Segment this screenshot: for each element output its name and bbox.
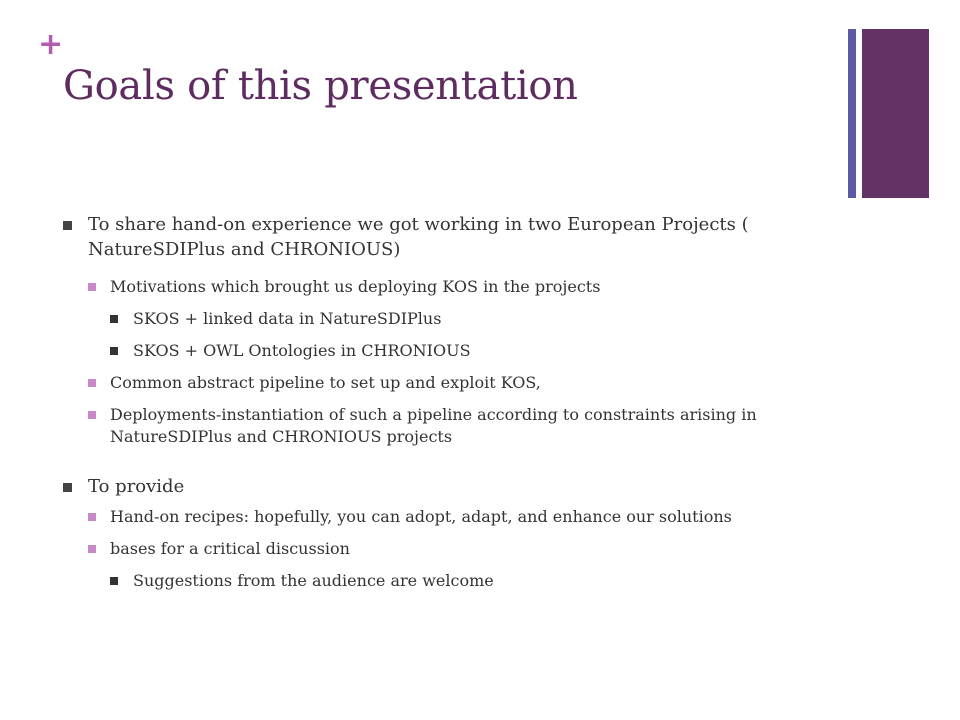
decorative-bar-wide: [862, 29, 929, 198]
bullet-item-level3: [110, 570, 823, 592]
decorative-bar-thin: [848, 29, 856, 198]
bullet-item-level2: [88, 538, 823, 560]
bullet-item-level1: [63, 474, 823, 499]
bullet-square-icon: [88, 411, 96, 419]
bullet-text: bases for a critical discussion: [110, 539, 350, 558]
bullet-item-level1: [63, 212, 823, 262]
bullet-square-icon: [110, 315, 118, 323]
bullet-square-icon: [63, 483, 72, 492]
bullet-item-level3: [110, 340, 823, 362]
bullet-text: SKOS + OWL Ontologies in CHRONIOUS: [133, 341, 471, 360]
bullet-item-level3: [110, 308, 823, 330]
bullet-item-level2: [88, 372, 823, 394]
bullet-item-level2: [88, 506, 823, 528]
bullet-square-icon: [63, 221, 72, 230]
bullet-text: Common abstract pipeline to set up and exploit KOS,: [110, 373, 541, 392]
bullet-list: [63, 212, 823, 592]
bullet-text: Deployments-instantiation of such a pipeline according to constraints arising in NatureSDIPlus and CHRONIOUS projects: [110, 405, 757, 446]
bullet-square-icon: [110, 347, 118, 355]
bullet-square-icon: [88, 513, 96, 521]
plus-icon: +: [38, 27, 64, 62]
bullet-text: To provide: [88, 476, 185, 497]
bullet-item-level2: [88, 276, 823, 298]
bullet-text: Hand-on recipes: hopefully, you can adopt, adapt, and enhance our solutions: [110, 507, 732, 526]
bullet-square-icon: [110, 577, 118, 585]
bullet-text: To share hand-on experience we got working in two European Projects ( NatureSDIPlus and CHRONIOUS): [88, 214, 749, 260]
bullet-square-icon: [88, 379, 96, 387]
bullet-item-level2: [88, 404, 823, 448]
bullet-square-icon: [88, 283, 96, 291]
bullet-square-icon: [88, 545, 96, 553]
bullet-text: SKOS + linked data in NatureSDIPlus: [133, 309, 442, 328]
slide-title: Goals of this presentation: [63, 63, 578, 109]
bullet-text: Motivations which brought us deploying KOS in the projects: [110, 277, 601, 296]
bullet-text: Suggestions from the audience are welcome: [133, 571, 494, 590]
